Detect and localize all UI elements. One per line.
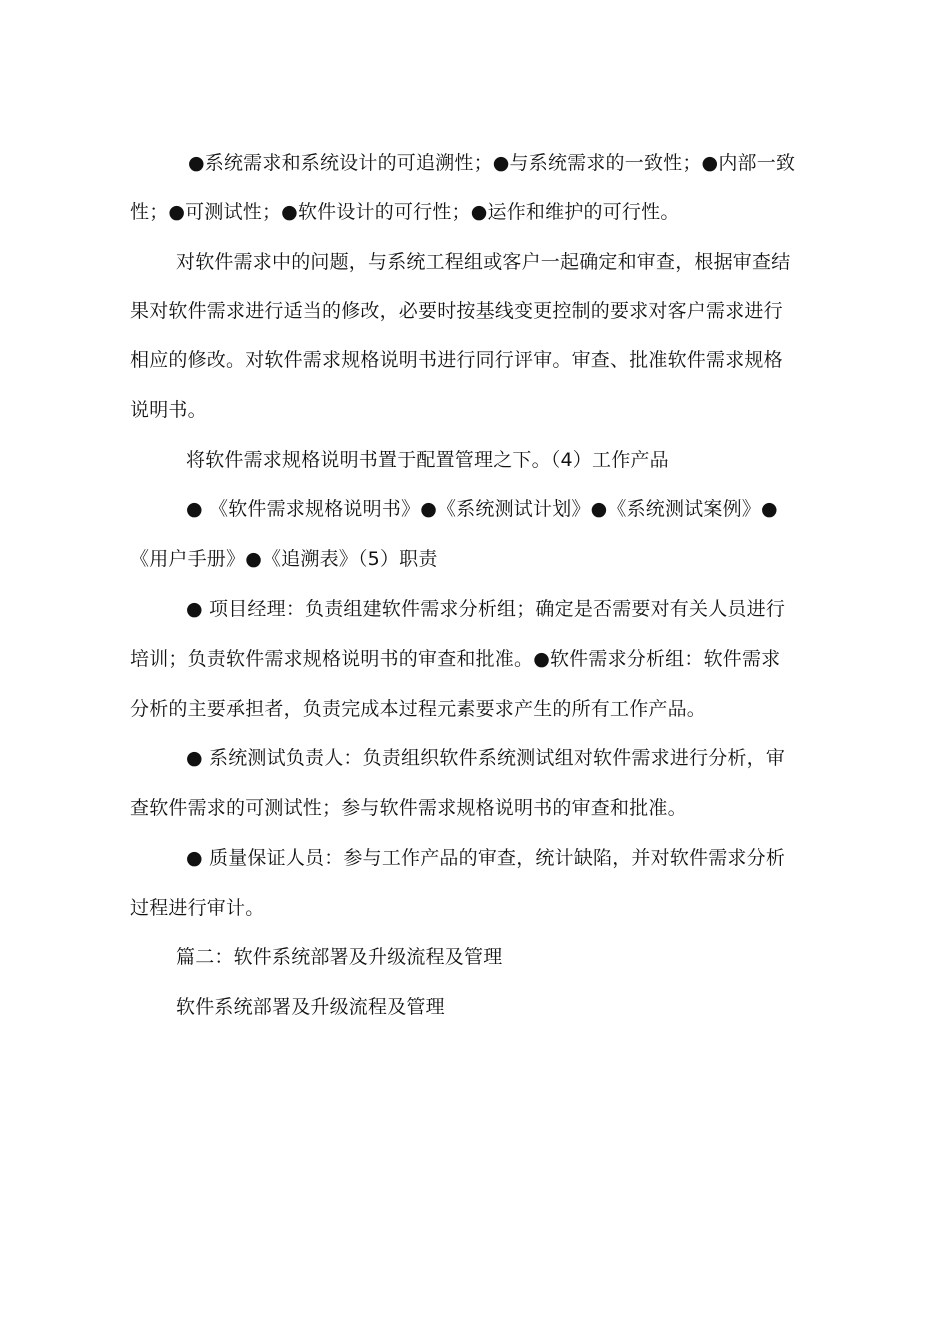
text-line: 说明书。 <box>130 399 207 421</box>
section-subheading: 软件系统部署及升级流程及管理 <box>176 996 445 1018</box>
text-line: 对软件需求中的问题，与系统工程组或客户一起确定和审查，根据审查结 <box>176 251 791 273</box>
text-line: 相应的修改。对软件需求规格说明书进行同行评审。审查、批准软件需求规格 <box>130 349 783 371</box>
bullet-line: ● 质量保证人员：参与工作产品的审查，统计缺陷，并对软件需求分析 <box>186 847 786 869</box>
bullet-line: ● 《软件需求规格说明书》●《系统测试计划》●《系统测试案例》● <box>186 498 778 520</box>
text-line: 将软件需求规格说明书置于配置管理之下。（4）工作产品 <box>186 449 669 471</box>
text-line: 分析的主要承担者，负责完成本过程元素要求产生的所有工作产品。 <box>130 698 707 720</box>
bullet-line: ● 项目经理：负责组建软件需求分析组；确定是否需要对有关人员进行 <box>186 598 786 620</box>
text-line: 培训；负责软件需求规格说明书的审查和批准。●软件需求分析组：软件需求 <box>130 648 781 670</box>
text-line: ●系统需求和系统设计的可追溯性；●与系统需求的一致性；●内部一致 <box>188 152 796 174</box>
text-line: 过程进行审计。 <box>130 897 265 919</box>
text-line: 果对软件需求进行适当的修改，必要时按基线变更控制的要求对客户需求进行 <box>130 300 783 322</box>
text-line: 性；●可测试性；●软件设计的可行性；●运作和维护的可行性。 <box>130 201 680 223</box>
bullet-line: ● 系统测试负责人：负责组织软件系统测试组对软件需求进行分析，审 <box>186 747 786 769</box>
section-heading: 篇二：软件系统部署及升级流程及管理 <box>176 946 503 968</box>
text-line: 查软件需求的可测试性；参与软件需求规格说明书的审查和批准。 <box>130 797 687 819</box>
text-line: 《用户手册》●《追溯表》（5）职责 <box>130 548 438 570</box>
